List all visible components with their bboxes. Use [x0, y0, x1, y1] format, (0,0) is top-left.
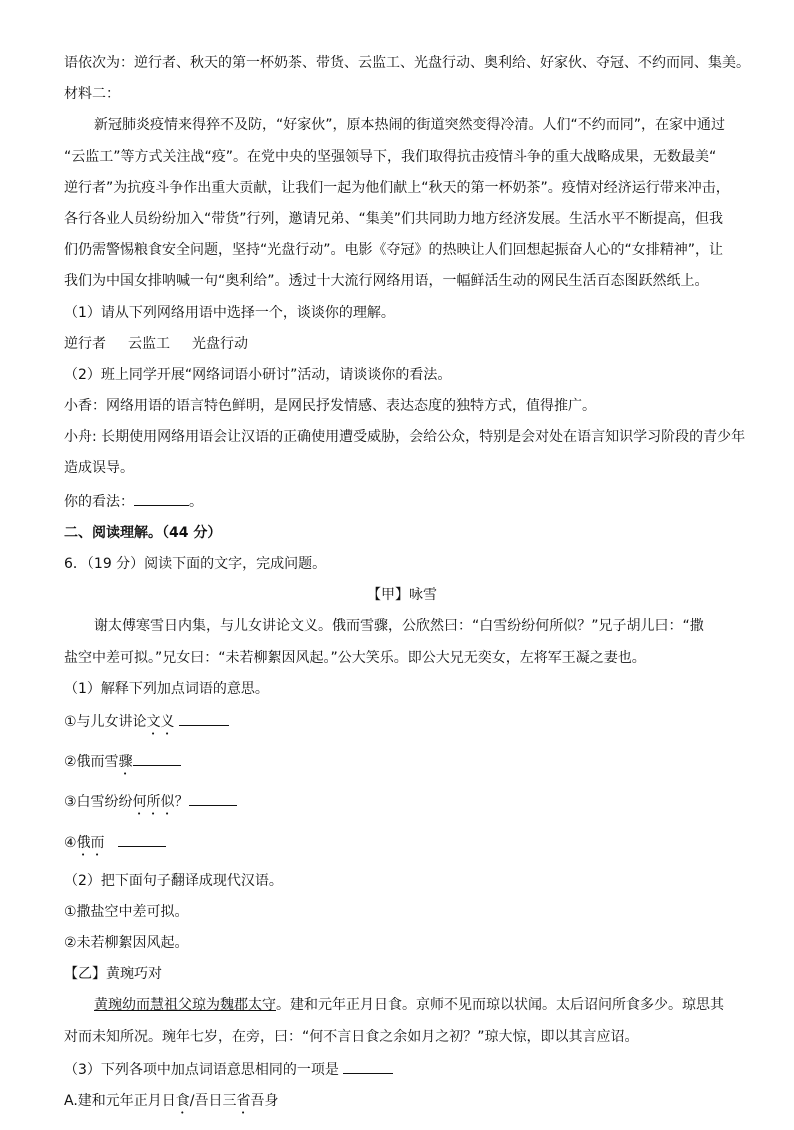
- xiaozhou-opinion-cont: 造成误导。: [64, 460, 134, 477]
- your-view-line: [64, 491, 740, 511]
- option-text: /吾日三: [189, 1093, 237, 1109]
- paragraph-line: 各行各业人员纷纷加入“带货”行列，邀请兄弟、“集美”们共同助力地方经济发展。生活水平不断提高，但我: [64, 210, 724, 227]
- answer-blank[interactable]: [134, 491, 189, 506]
- answer-blank[interactable]: [189, 791, 237, 806]
- word-item-text: ①与儿女讲论: [64, 713, 147, 730]
- word-item-2: [64, 751, 740, 778]
- paragraph-line: “云监工”等方式关注战“疫”。在党中央的坚强领导下，我们取得抗击疫情斗争的重大战略成果，无数最美“: [64, 148, 717, 165]
- dotted-word: 何所似: [132, 794, 175, 811]
- dotted-word: 骤: [118, 754, 133, 771]
- xiaoxiang-opinion: 小香：网络用语的语言特色鲜明，是网民抒发情感、表达态度的独特方式，值得推广。: [64, 398, 596, 415]
- word-item-1: [64, 711, 740, 738]
- jia-question-3: [64, 1059, 740, 1079]
- jia-text-line: 谢太傅寒雪日内集，与儿女讲论文义。俄而雪骤，公欣然曰：“白雪纷纷何所似？”兄子胡儿曰：“撒: [94, 618, 704, 635]
- dotted-word: 食: [175, 1093, 190, 1109]
- word-item-text: ③白雪纷纷: [64, 794, 133, 811]
- material-two-label: 材料二：: [64, 86, 120, 103]
- paragraph-line: 逆行者”为抗疫斗争作出重大贡献，让我们一起为他们献上“秋天的第一杯奶茶”。疫情对经济运行带来冲击，: [64, 179, 730, 196]
- answer-blank[interactable]: [133, 751, 181, 766]
- dotted-word: 俄而: [76, 834, 105, 851]
- word-item-4: [64, 832, 740, 859]
- section-two-heading: 二、阅读理解。（44 分）: [64, 524, 222, 541]
- answer-blank[interactable]: [343, 1059, 393, 1074]
- question-text: （3）下列各项中加点词语意思相同的一项是: [64, 1061, 339, 1078]
- question-2: （2）班上同学开展“网络词语小研讨”活动，请谈谈你的看法。: [64, 366, 452, 383]
- option-a: [64, 1092, 740, 1117]
- answer-blank[interactable]: [118, 832, 166, 847]
- word-item-text: ？: [174, 794, 189, 811]
- yi-text: 。建和元年正月日食。京师不见而琼以状闻。太后诏问所食多少。琼思其: [276, 997, 724, 1014]
- jia-text-line: 盐空中差可拟。”兄女曰：“未若柳絮因风起。”公大笑乐。即公大兄无奕女，左将军王凝之妻也。: [64, 649, 646, 666]
- question-1: （1）请从下列网络用语中选择一个，谈谈你的理解。: [64, 304, 395, 321]
- translate-item-2: ②未若柳絮因风起。: [64, 935, 189, 952]
- term-yunjiangong: 云监工: [128, 335, 170, 352]
- yi-text-line: 对而未知所况。琬年七岁，在旁，曰：“何不言日食之余如月之初？”琼大惊，即以其言应诏。: [64, 1028, 639, 1045]
- translate-item-1: ①撒盐空中差可拟。: [64, 903, 189, 920]
- jia-title: 【甲】咏雪: [367, 587, 437, 604]
- word-item-3: [64, 791, 740, 818]
- document-page: [64, 54, 750, 1130]
- option-text: 吾身: [250, 1093, 279, 1109]
- text-line: 语依次为：逆行者、秋天的第一杯奶茶、带货、云监工、光盘行动、奥利给、好家伙、夺冠、不约而同、集美。: [64, 55, 750, 71]
- option-text: A.建和元年正月日: [64, 1093, 176, 1109]
- paragraph-line: 我们为中国女排呐喊一句“奥利给”。透过十大流行网络用语，一幅鲜活生动的网民生活百态图跃然纸上。: [64, 273, 709, 290]
- your-view-label: 你的看法：: [64, 493, 134, 510]
- dotted-word: 文义: [146, 713, 175, 730]
- term-guangpanxingdong: 光盘行动: [192, 335, 248, 352]
- answer-blank[interactable]: [179, 711, 229, 726]
- question-6: 6．（19 分）阅读下面的文字，完成问题。: [64, 556, 327, 572]
- term-nixingzhe: 逆行者: [64, 335, 106, 352]
- xiaozhou-opinion: 小舟: 长期使用网络用语会让汉语的正确使用遭受威胁，会给公众，特别是会对处在语言知识学习阶段的青少年: [64, 429, 746, 446]
- word-item-text: ④: [64, 834, 77, 851]
- yi-text-line: [64, 996, 740, 1014]
- paragraph-line: 们仍需警惕粮食安全问题，坚持“光盘行动”。电影《夺冠》的热映让人们回想起振奋人心的“女排精神”，让: [64, 242, 724, 259]
- dotted-word: 省: [236, 1093, 251, 1109]
- term-options: [64, 335, 740, 353]
- jia-question-1: （1）解释下列加点词语的意思。: [64, 680, 269, 697]
- yi-title: 【乙】黄琬巧对: [64, 966, 162, 983]
- paragraph-line: 新冠肺炎疫情来得猝不及防，“好家伙”，原本热闹的街道突然变得冷清。人们“不约而同”，在家中通过: [94, 117, 726, 134]
- jia-question-2: （2）把下面句子翻译成现代汉语。: [64, 872, 283, 889]
- view-end: 。: [189, 493, 203, 510]
- word-item-text: ②俄而雪: [64, 754, 119, 771]
- underlined-sentence: 黄琬幼而慧祖父琼为魏郡太守: [94, 997, 276, 1014]
